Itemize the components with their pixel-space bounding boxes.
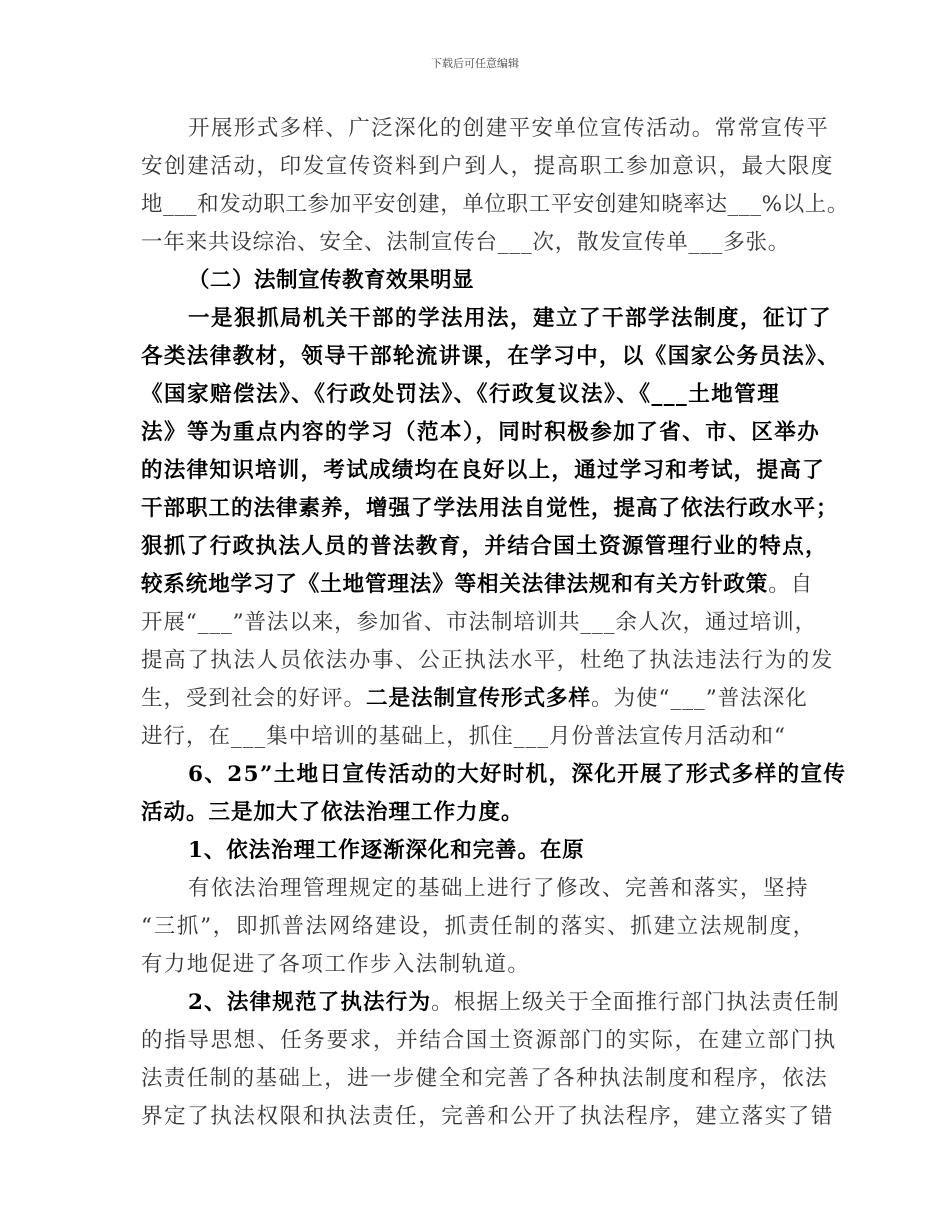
- text-segment: “三抓”，即抓普法网络建设，抓责任制的落实、抓建立法规制度，: [141, 914, 816, 939]
- text-line: [141, 1060, 828, 1098]
- text-line: [141, 148, 834, 186]
- text-segment: 提高了执法人员依法办事、公正执法水平，杜绝了执法违法行为的发: [141, 648, 835, 673]
- text-segment: 界定了执法权限和执法责任，完善和公开了执法程序，建立落实了错: [141, 1104, 835, 1129]
- text-line: [188, 870, 809, 908]
- text-segment-bold: 的法律知识培训，考试成绩均在良好以上，通过学习和考试，提高了: [141, 458, 826, 483]
- text-segment: 进行，在___集中培训的基础上，抓住___月份普法宣传月活动和“: [141, 724, 786, 749]
- text-segment-bold: 干部职工的法律素养，增强了学法用法自觉性，提高了依法行政水平；: [141, 496, 839, 521]
- text-line: [188, 756, 846, 794]
- text-segment: 。根据上级关于全面推行部门执法责任制: [431, 990, 840, 1015]
- subheading-line: [188, 832, 585, 870]
- text-line: [188, 300, 832, 338]
- text-segment: 一年来共设综治、安全、法制宣传台___次，散发宣传单___多张。: [141, 230, 791, 255]
- text-segment-bold: 6、25”土地日宣传活动的大好时机，深化开展了形式多样的宣传: [188, 762, 847, 787]
- text-line: [141, 414, 820, 452]
- text-segment-bold: 《国家赔偿法》、《行政处罚法》、《行政复议法》、《___土地管理: [141, 382, 781, 407]
- text-segment: 法责任制的基础上，进一步健全和完善了各种执法制度和程序，依法: [141, 1066, 829, 1091]
- page-header: 下载后可任意编辑: [431, 57, 519, 70]
- text-line: [141, 1022, 837, 1060]
- text-segment-bold: 狠抓了行政执法人员的普法教育，并结合国土资源管理行业的特点，: [141, 534, 829, 559]
- text-line: [141, 794, 524, 832]
- text-line: [141, 224, 790, 262]
- text-segment: 。自: [768, 572, 814, 597]
- text-line: [141, 528, 828, 566]
- subheading-text: 2、法律规范了执法行为: [188, 990, 432, 1015]
- text-line: [141, 1098, 834, 1136]
- text-segment-bold: 较系统地学习了《土地管理法》等相关法律法规和有关方针政策: [141, 572, 769, 597]
- text-line: [141, 946, 530, 984]
- text-segment: 的指导思想、任务要求，并结合国土资源部门的实际，在建立部门执: [141, 1028, 838, 1053]
- text-segment-bold: 法》等为重点内容的学习（范本），同时积极参加了省、市、区举办: [141, 420, 821, 445]
- subheading-text: 1、依法治理工作逐渐深化和完善。在原: [188, 838, 585, 863]
- text-segment-bold: 二是法制宣传形式多样: [366, 686, 592, 711]
- section-heading: [188, 262, 474, 300]
- text-segment: 地___和发动职工参加平安创建，单位职工平安创建知晓率达___%以上。: [141, 192, 849, 217]
- text-line: [141, 186, 849, 224]
- text-segment: 开展形式多样、广泛深化的创建平安单位宣传活动。常常宣传平: [188, 116, 830, 141]
- text-line: [141, 376, 780, 414]
- text-line: [141, 490, 839, 528]
- text-segment: 。为使“___”普法深化: [591, 686, 808, 711]
- text-line: [141, 908, 816, 946]
- text-line: [141, 718, 786, 756]
- text-segment-bold: 一是狠抓局机关干部的学法用法，建立了干部学法制度，征订了: [188, 306, 833, 331]
- text-line: [188, 110, 829, 148]
- text-segment: 有依法治理管理规定的基础上进行了修改、完善和落实，坚持: [188, 876, 810, 901]
- text-segment-bold: 各类法律教材，领导干部轮流讲课，在学习中，以《国家公务员法》、: [141, 344, 841, 369]
- section-heading-text: （二）法制宣传教育效果明显: [188, 268, 475, 293]
- text-segment: 开展“___”普法以来，参加省、市法制培训共___余人次，通过培训，: [141, 610, 818, 635]
- text-line: [141, 680, 808, 718]
- text-line: [188, 984, 840, 1022]
- text-line: [141, 566, 813, 604]
- text-segment: 生，受到社会的好评。: [141, 686, 367, 711]
- text-line: [141, 642, 834, 680]
- text-segment: 安创建活动，印发宣传资料到户到人，提高职工参加意识，最大限度: [141, 154, 835, 179]
- text-line: [141, 338, 840, 376]
- text-line: [141, 604, 817, 642]
- text-line: [141, 452, 825, 490]
- text-segment: 有力地促进了各项工作步入法制轨道。: [141, 952, 531, 977]
- text-segment-bold: 活动。三是加大了依法治理工作力度。: [141, 800, 524, 825]
